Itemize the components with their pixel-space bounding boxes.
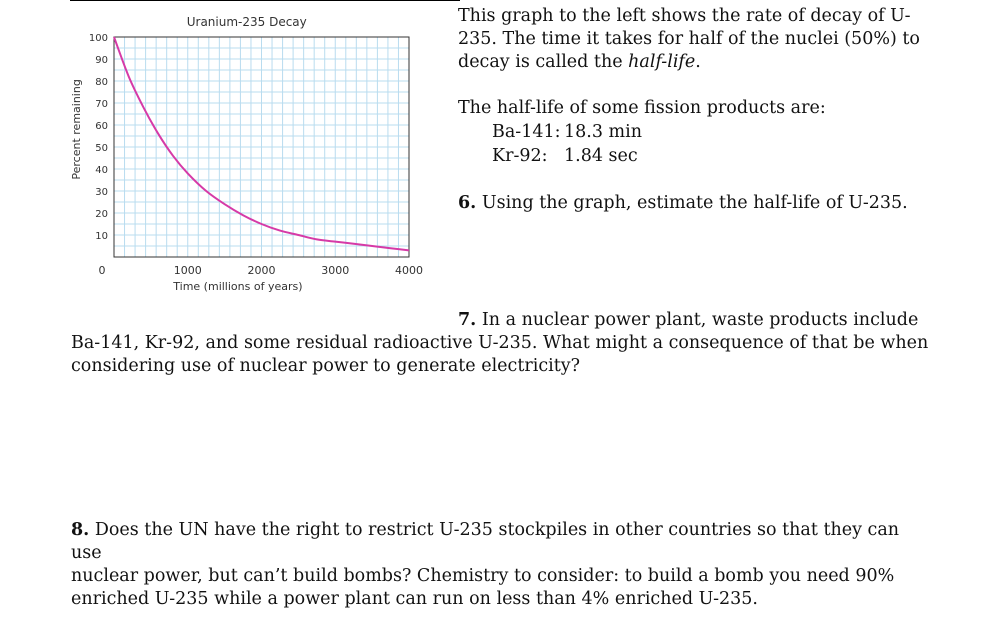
question-text: enriched U-235 while a power plant can run on less than 4% enriched U-235. bbox=[71, 589, 758, 609]
y-tick-label: 100 bbox=[88, 33, 108, 44]
y-tick-label: 60 bbox=[95, 121, 108, 132]
question-text: Using the graph, estimate the half-life of U-235. bbox=[476, 193, 908, 213]
question-number: 8. bbox=[71, 520, 90, 540]
y-tick-label: 20 bbox=[95, 209, 108, 220]
question-text: Ba-141, Kr-92, and some residual radioactive U-235. What might a consequence of that be when bbox=[71, 333, 929, 353]
y-tick-label: 90 bbox=[95, 55, 108, 66]
y-tick-label: 50 bbox=[95, 143, 108, 154]
question-6 bbox=[458, 192, 985, 215]
intro-line-1: This graph to the left shows the rate of decay of U- bbox=[458, 6, 911, 26]
top-rule bbox=[70, 0, 460, 1]
question-8 bbox=[71, 519, 931, 611]
question-text: nuclear power, but can’t build bombs? Chemistry to consider: to build a bomb you need 90% bbox=[71, 566, 895, 586]
question-7-continued bbox=[71, 332, 931, 378]
intro-paragraph bbox=[458, 5, 958, 74]
x-tick-label: 1000 bbox=[173, 264, 202, 277]
y-tick-label: 70 bbox=[95, 99, 108, 110]
y-zero-label: 0 bbox=[98, 264, 106, 277]
question-text: Does the UN have the right to restrict U-235 stockpiles in other countries so that they can use bbox=[71, 520, 900, 563]
product-name: Ba-141: bbox=[492, 122, 561, 142]
x-tick-label: 3000 bbox=[321, 264, 350, 277]
x-tick-label: 2000 bbox=[247, 264, 276, 277]
question-number: 7. bbox=[458, 310, 477, 330]
y-axis-label: Percent remaining bbox=[70, 79, 83, 180]
product-row-ba bbox=[492, 121, 642, 144]
x-tick-label: 4000 bbox=[395, 264, 423, 277]
product-value: 18.3 min bbox=[564, 122, 642, 142]
y-tick-label: 40 bbox=[95, 165, 108, 176]
question-text: In a nuclear power plant, waste products include bbox=[476, 310, 919, 330]
uranium-decay-chart bbox=[68, 8, 438, 298]
intro-period: . bbox=[695, 52, 701, 72]
question-text: considering use of nuclear power to generate electricity? bbox=[71, 356, 581, 376]
intro-line-2: 235. The time it takes for half of the nuclei (50%) to bbox=[458, 29, 920, 49]
intro-line-3: decay is called the bbox=[458, 52, 629, 72]
product-name: Kr-92: bbox=[492, 146, 548, 166]
y-tick-label: 80 bbox=[95, 77, 108, 88]
product-row-kr bbox=[492, 145, 638, 168]
product-value: 1.84 sec bbox=[564, 146, 638, 166]
x-axis-label: Time (millions of years) bbox=[173, 280, 303, 293]
y-tick-label: 30 bbox=[95, 187, 108, 198]
chart-title: Uranium-235 Decay bbox=[186, 15, 307, 29]
y-tick-label: 10 bbox=[95, 231, 108, 242]
question-7-line-1 bbox=[458, 309, 985, 332]
half-life-term: half-life bbox=[628, 52, 696, 72]
halflife-heading: The half-life of some fission products are: bbox=[458, 98, 826, 118]
question-number: 6. bbox=[458, 193, 477, 213]
